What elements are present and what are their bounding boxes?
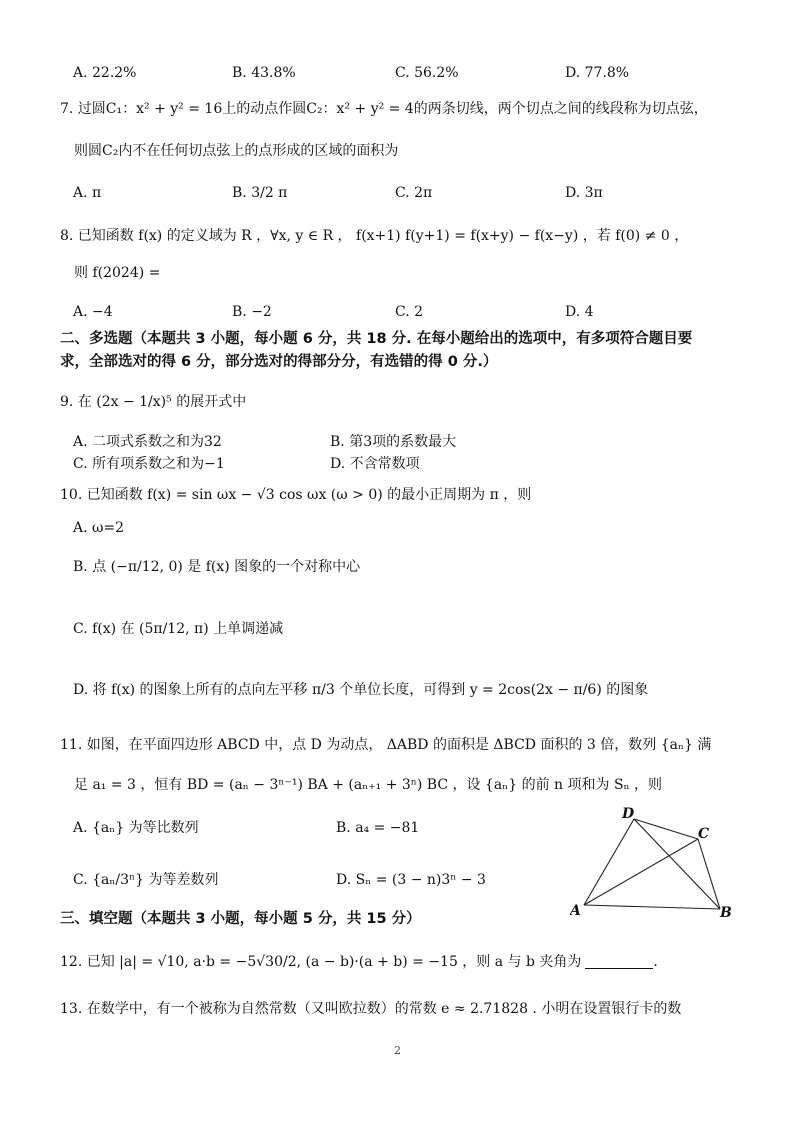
q7-stem-line1: 7. 过圆C₁：x² + y² = 16上的动点作圆C₂：x² + y² = 4的两条切线，两个切点之间的线段称为切点弦， — [60, 101, 708, 117]
q6-option-b: B. 43.8% — [232, 65, 296, 81]
q10-option-a: A. ω=2 — [73, 520, 125, 536]
q11-option-d: D. Sₙ = (3 − n)3ⁿ − 3 — [336, 872, 486, 888]
q6-option-c: C. 56.2% — [395, 65, 459, 81]
q8-option-b: B. −2 — [232, 304, 272, 320]
q10-option-d: D. 将 f(x) 的图象上所有的点向左平移 π/3 个单位长度，可得到 y = 2cos(2x − π/6) 的图象 — [73, 682, 649, 698]
section3-heading: 三、填空题（本题共 3 小题，每小题 5 分，共 15 分） — [60, 911, 421, 927]
q8-option-a: A. −4 — [73, 304, 113, 320]
q11-stem-line2: 足 a₁ = 3 ，恒有 BD = (aₙ − 3ⁿ⁻¹) BA + (aₙ₊₁ + 3ⁿ) BC ，设 {aₙ} 的前 n 项和为 Sₙ ，则 — [74, 777, 663, 793]
q8-stem-line2: 则 f(2024) = — [74, 265, 161, 281]
q8-option-d: D. 4 — [565, 304, 594, 320]
vertex-label-d: D — [622, 806, 635, 822]
q10-option-c: C. f(x) 在 (5π/12, π) 上单调递减 — [73, 621, 284, 637]
quadrilateral-abcd-figure — [570, 805, 740, 925]
q7-option-a: A. π — [73, 185, 102, 201]
q7-option-b: B. 3/2 π — [232, 185, 288, 201]
section2-heading-line1: 二、多选题（本题共 3 小题，每小题 6 分，共 18 分. 在每小题给出的选项中，有多项符合题目要 — [60, 331, 693, 347]
q9-option-c: C. 所有项系数之和为−1 — [73, 456, 225, 472]
q12-text: 12. 已知 |a| = √10, a·b = −5√30/2, (a − b)·(a + b) = −15 ，则 a 与 b 夹角为 — [60, 954, 582, 970]
q7-option-c: C. 2π — [395, 185, 433, 201]
q9-option-a: A. 二项式系数之和为32 — [73, 434, 222, 450]
vertex-label-c: C — [698, 826, 710, 842]
q11-stem-line1: 11. 如图，在平面四边形 ABCD 中，点 D 为动点， ΔABD 的面积是 ΔBCD 面积的 3 倍，数列 {aₙ} 满 — [60, 737, 712, 753]
q8-option-c: C. 2 — [395, 304, 424, 320]
q7-option-d: D. 3π — [565, 185, 603, 201]
q11-option-c: C. {aₙ/3ⁿ} 为等差数列 — [73, 872, 219, 888]
q6-option-a: A. 22.2% — [73, 65, 137, 81]
edge-ab — [584, 905, 720, 909]
page-number: 2 — [394, 1044, 401, 1057]
q6-option-d: D. 77.8% — [565, 65, 630, 81]
section2-heading-line2: 求，全部选对的得 6 分，部分选对的得部分分，有选错的得 0 分.） — [60, 354, 498, 370]
q12-end: . — [653, 954, 658, 970]
q12-stem — [60, 955, 658, 969]
vertex-label-a: A — [570, 903, 581, 919]
edge-bc — [698, 839, 720, 909]
q9-stem: 9. 在 (2x − 1/x)⁵ 的展开式中 — [60, 394, 247, 410]
q9-option-b: B. 第3项的系数最大 — [330, 434, 457, 450]
q11-option-a: A. {aₙ} 为等比数列 — [73, 820, 199, 836]
q13-stem: 13. 在数学中，有一个被称为自然常数（又叫欧拉数）的常数 e ≈ 2.71828 . 小明在设置银行卡的数 — [60, 1001, 682, 1017]
q9-option-d: D. 不含常数项 — [330, 456, 420, 472]
q8-stem-line1: 8. 已知函数 f(x) 的定义域为 R ，∀x, y ∈ R ， f(x+1) f(y+1) = f(x+y) − f(x−y) ，若 f(0) ≠ 0 ， — [60, 228, 689, 244]
diagonal-ac — [584, 839, 698, 905]
q12-answer-blank[interactable] — [585, 956, 653, 969]
edge-da — [584, 819, 634, 905]
q10-stem: 10. 已知函数 f(x) = sin ωx − √3 cos ωx (ω > 0) 的最小正周期为 π ，则 — [60, 487, 532, 503]
vertex-label-b: B — [720, 905, 732, 921]
q7-stem-line2: 则圆C₂内不在任何切点弦上的点形成的区域的面积为 — [74, 143, 399, 159]
q10-option-b: B. 点 (−π/12, 0) 是 f(x) 图象的一个对称中心 — [73, 559, 361, 575]
q11-option-b: B. a₄ = −81 — [336, 820, 420, 836]
